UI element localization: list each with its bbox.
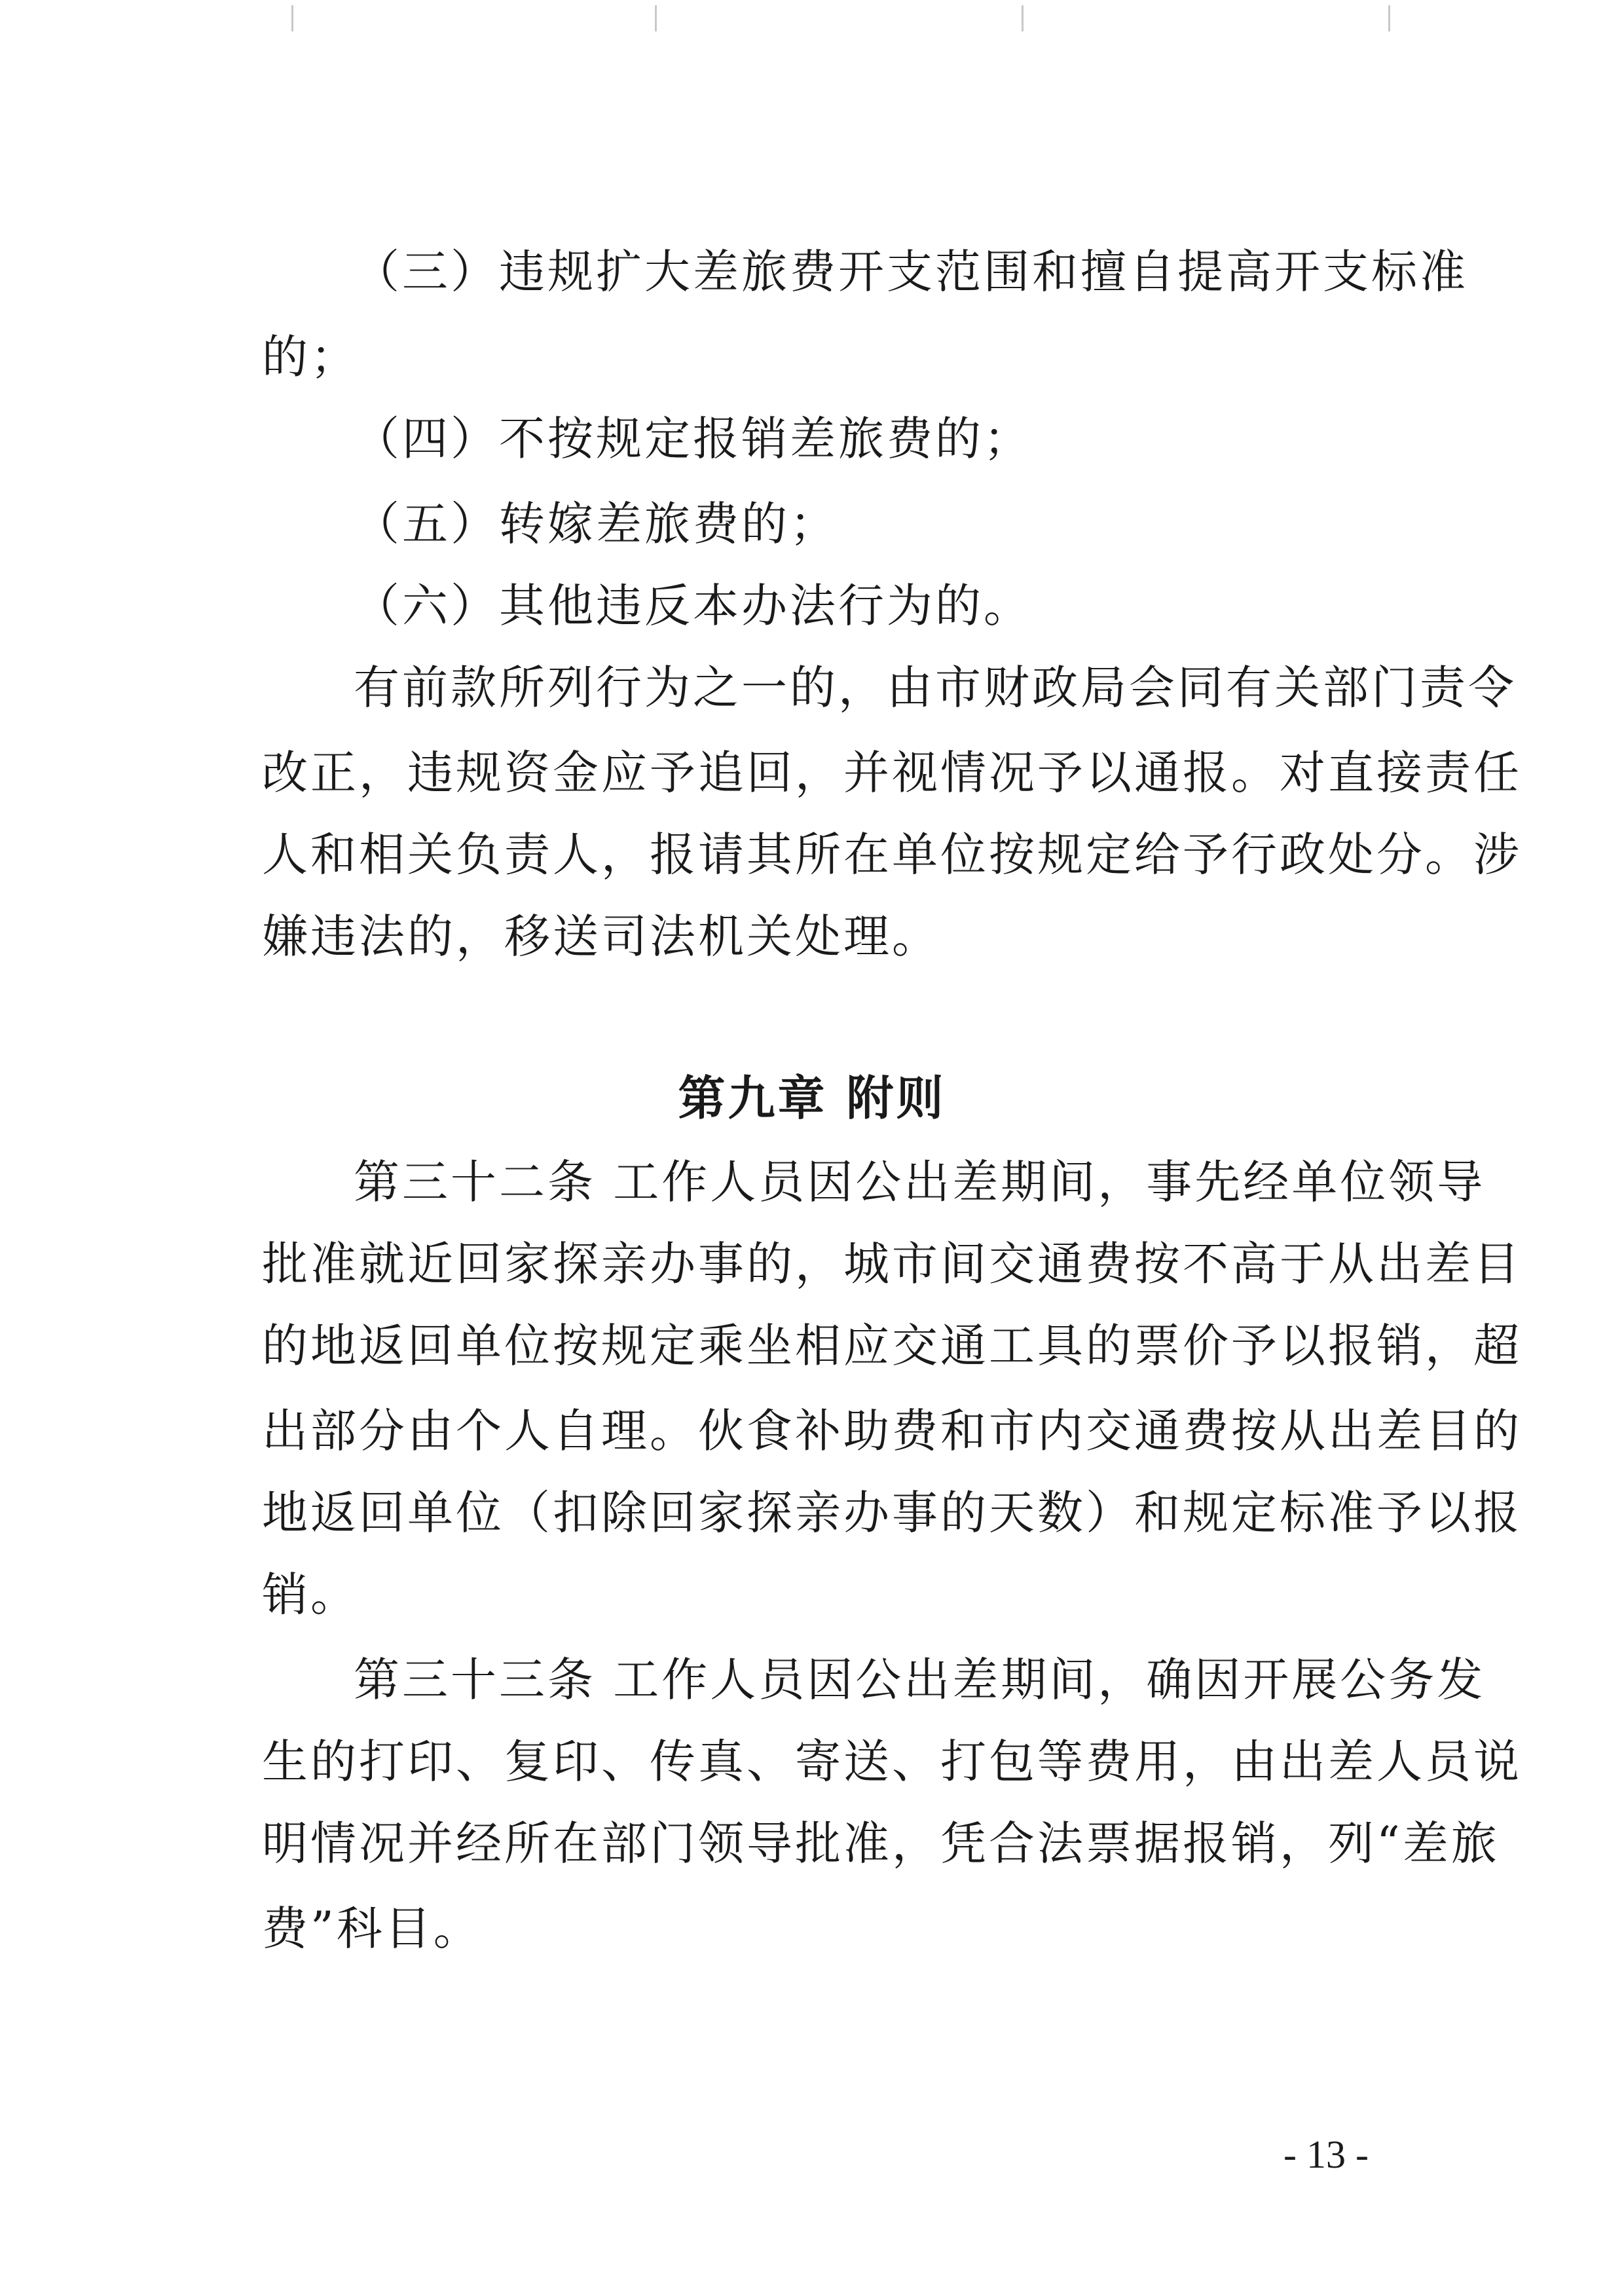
article-33-line-3: 明情况并经所在部门领导批准，凭合法票据报销，列“差旅 [262, 1817, 1500, 1870]
paragraph-line-3: 人和相关负责人，报请其所在单位按规定给予行政处分。涉 [262, 828, 1522, 881]
list-item-4: （四）不按规定报销差旅费的； [354, 412, 1032, 466]
paragraph-line-2: 改正，违规资金应予追回，并视情况予以通报。对直接责任 [262, 746, 1522, 800]
article-32-line-3: 的地返回单位按规定乘坐相应交通工具的票价予以报销，超 [262, 1319, 1522, 1373]
article-32-line-4: 出部分由个人自理。伙食补助费和市内交通费按从出差目的 [262, 1404, 1522, 1458]
list-item-5: （五）转嫁差旅费的； [354, 497, 838, 551]
article-32-line-2: 批准就近回家探亲办事的，城市间交通费按不高于从出差目 [262, 1237, 1522, 1291]
scan-mark [291, 5, 293, 31]
paragraph-line-1: 有前款所列行为之一的，由市财政局会同有关部门责令 [354, 661, 1517, 714]
list-item-3-line-1: （三）违规扩大差旅费开支范围和擅自提高开支标准 [354, 245, 1468, 299]
article-33-line-1: 第三十三条 工作人员因公出差期间，确因开展公务发 [354, 1653, 1486, 1707]
article-33-line-2: 生的打印、复印、传真、寄送、打包等费用，由出差人员说 [262, 1735, 1522, 1788]
page-number: - 13 - [1283, 2133, 1369, 2176]
list-item-6: （六）其他违反本办法行为的。 [354, 579, 1032, 633]
article-32-line-1: 第三十二条 工作人员因公出差期间，事先经单位领导 [354, 1155, 1486, 1209]
article-32-line-5: 地返回单位（扣除回家探亲办事的天数）和规定标准予以报 [262, 1486, 1522, 1540]
paragraph-line-4: 嫌违法的，移送司法机关处理。 [262, 910, 940, 963]
article-32-line-6: 销。 [262, 1568, 359, 1621]
scan-mark [1022, 5, 1024, 31]
list-item-3-line-2: 的； [262, 330, 359, 384]
scan-mark [1388, 5, 1390, 31]
article-33-line-4: 费”科目。 [262, 1902, 482, 1955]
chapter-heading: 第九章 附则 [678, 1071, 946, 1126]
scan-mark [655, 5, 657, 31]
